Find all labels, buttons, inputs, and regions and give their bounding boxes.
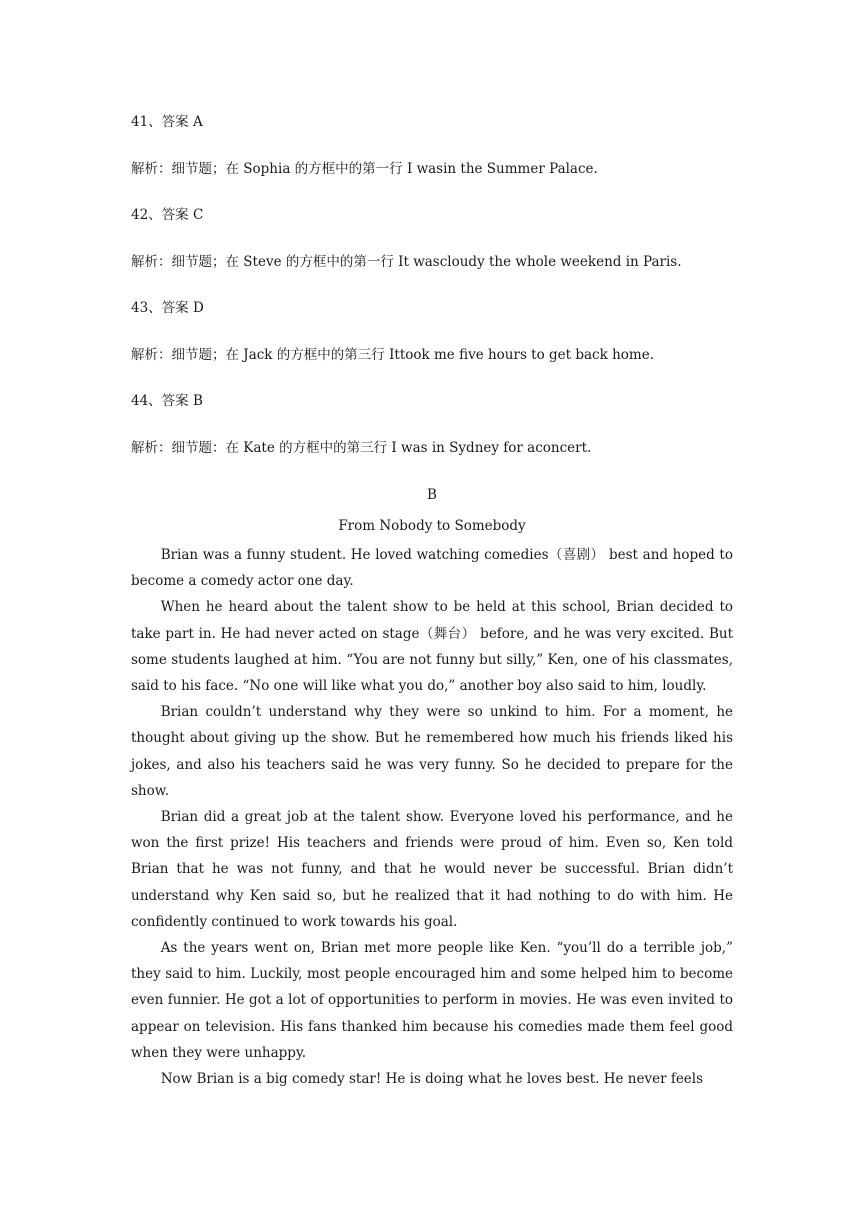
- story-paragraph-5: As the years went on, Brian met more people like Ken. “you’ll do a terrible job,” they said to him. Luckily, most people encouraged him and some helped him to become even funnier. He got a lot of opportunities to perform in movies. He was even invited to appear on television. His fans thanked him because his comedies made them feel good when they were unhappy.: [131, 940, 733, 1061]
- story-paragraph-2: When he heard about the talent show to be held at this school, Brian decided to take part in. He had never acted on stage（舞台） before, and he was very excited. But some students laughed at him. “You are not funny but silly,” Ken, one of his classmates, said to his face. “No one will like what you do,” another boy also said to him, loudly.: [131, 599, 733, 695]
- answer-41-analysis: 解析：细节题；在 Sophia 的方框中的第一行 I wasin the Summer Palace.: [131, 161, 598, 177]
- story-paragraph-1: Brian was a funny student. He loved watching comedies（喜剧） best and hoped to become a comedy actor one day.: [131, 547, 733, 590]
- story-paragraph-3: Brian couldn’t understand why they were so unkind to him. For a moment, he thought about giving up the show. But he remembered how much his friends liked his jokes, and also his teachers said he was very funny. So he decided to prepare for the show.: [131, 704, 733, 799]
- answer-43-label: 43、答案 D: [131, 300, 204, 316]
- answer-44-label: 44、答案 B: [131, 393, 203, 409]
- section-letter: B: [427, 487, 437, 503]
- answer-41-label: 41、答案 A: [131, 114, 203, 130]
- answer-42-label: 42、答案 C: [131, 207, 204, 223]
- story-paragraph-6: Now Brian is a big comedy star! He is doing what he loves best. He never feels: [160, 1071, 704, 1088]
- answer-44-analysis: 解析：细节题：在 Kate 的方框中的第三行 I was in Sydney for aconcert.: [131, 440, 592, 456]
- story-body: [131, 542, 733, 1092]
- answer-43-analysis: 解析：细节题；在 Jack 的方框中的第三行 Ittook me five hours to get back home.: [131, 347, 654, 363]
- answer-42-analysis: 解析：细节题；在 Steve 的方框中的第一行 It wascloudy the whole weekend in Paris.: [131, 254, 682, 270]
- story-paragraph-4: Brian did a great job at the talent show. Everyone loved his performance, and he won the first prize! His teachers and friends were proud of him. Even so, Ken told Brian that he was not funny, and that he would never be successful. Brian didn’t understand why Ken said so, but he realized that it had nothing to do with him. He confidently continued to work towards his goal.: [131, 809, 733, 930]
- story-title: From Nobody to Somebody: [338, 518, 526, 534]
